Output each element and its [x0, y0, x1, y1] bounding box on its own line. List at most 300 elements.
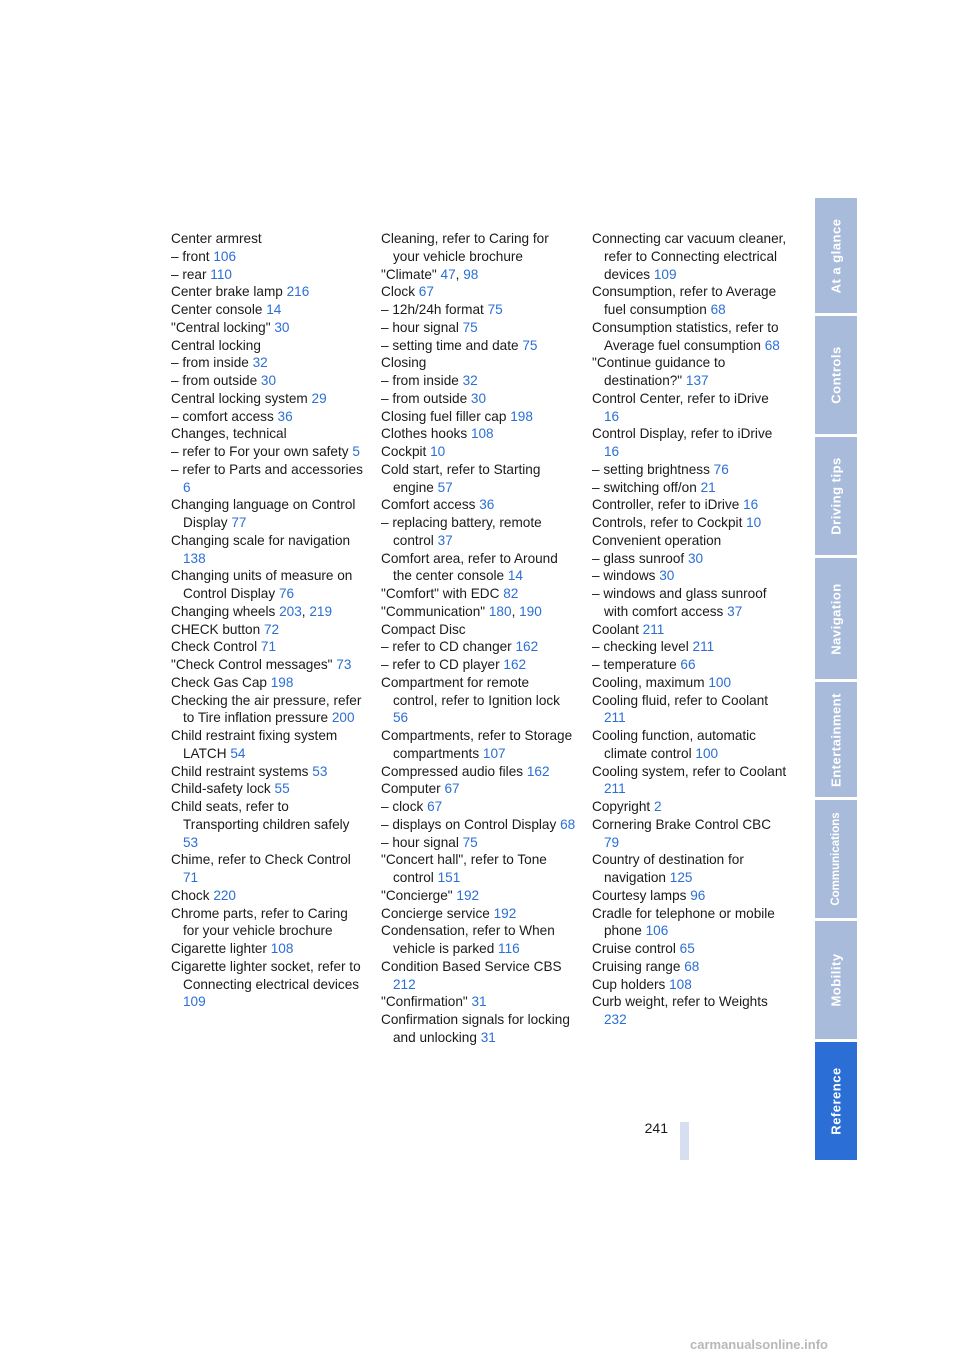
- index-entry: [171, 496, 366, 532]
- page-link[interactable]: 180: [488, 603, 512, 619]
- entry-text: – switching off/on: [592, 479, 697, 495]
- page-link[interactable]: 216: [286, 284, 310, 300]
- tab-communications[interactable]: [815, 800, 857, 918]
- index-entry: [381, 443, 576, 461]
- index-entry: [381, 496, 576, 514]
- index-entry: [592, 567, 787, 585]
- index-entry: [592, 319, 787, 355]
- entry-text: – from outside: [171, 373, 258, 388]
- index-entry: Changing wheels 203, 219: [171, 603, 333, 619]
- index-entry: [592, 940, 787, 958]
- entry-text: – front: [171, 248, 210, 264]
- index-entry: [171, 674, 366, 692]
- page-link[interactable]: 30: [687, 550, 704, 566]
- page-link[interactable]: 211: [642, 621, 665, 637]
- index-entry: [381, 461, 576, 497]
- index-entry: [171, 372, 366, 390]
- index-entry: [592, 230, 787, 283]
- page-link[interactable]: 10: [746, 515, 762, 530]
- index-entry: [592, 816, 787, 852]
- entry-text: – windows and glass sunroof with comfort access: [592, 586, 767, 619]
- entry-text: Concierge service: [381, 905, 490, 921]
- tab-at-a-glance[interactable]: [815, 198, 857, 313]
- entry-text: Center armrest: [171, 231, 262, 246]
- section-tabs: [815, 198, 857, 1160]
- page-link[interactable]: 200: [331, 710, 355, 726]
- page-link[interactable]: 30: [659, 568, 675, 584]
- page-link[interactable]: 109: [183, 994, 206, 1010]
- entry-text: – refer to Parts and accessories: [171, 461, 363, 477]
- page-link[interactable]: 16: [743, 497, 759, 513]
- page-link[interactable]: 212: [393, 976, 416, 992]
- index-entry: [381, 230, 576, 266]
- page-link[interactable]: 211: [604, 710, 626, 726]
- index-entry: [171, 763, 366, 781]
- page-link[interactable]: 138: [183, 550, 206, 566]
- tab-label: At a glance: [828, 218, 844, 293]
- entry-text: Control Display, refer to iDrive: [592, 426, 773, 442]
- index-entry: [592, 958, 787, 976]
- index-entry: [592, 461, 787, 479]
- entry-text: Closing fuel filler cap: [381, 408, 507, 424]
- entry-text: Cruising range: [592, 958, 681, 974]
- entry-text: "Central locking": [171, 319, 271, 335]
- index-entry: [171, 940, 366, 958]
- index-entry: [381, 408, 576, 426]
- tab-label: Controls: [828, 346, 844, 404]
- index-entry: [171, 248, 366, 266]
- page-link[interactable]: 98: [463, 266, 479, 282]
- entry-text: Cockpit: [381, 444, 427, 459]
- page-link[interactable]: 108: [270, 941, 294, 956]
- tab-label: Mobility: [828, 953, 844, 1007]
- entry-text: Confirmation signals for locking and unlocking: [381, 1012, 570, 1045]
- page-link[interactable]: 53: [183, 834, 199, 850]
- page-link[interactable]: 100: [708, 674, 732, 690]
- entry-text: – hour signal: [381, 319, 459, 335]
- page-link[interactable]: 232: [604, 1012, 627, 1027]
- index-entry: [171, 354, 366, 372]
- page-link[interactable]: 14: [266, 302, 282, 317]
- page-link[interactable]: 54: [230, 745, 246, 761]
- index-entry: [381, 425, 576, 443]
- index-entry: [171, 390, 366, 408]
- index-column-3: [592, 230, 787, 1029]
- page-link[interactable]: 67: [427, 799, 443, 814]
- page-link[interactable]: 55: [274, 781, 290, 797]
- index-entry: [592, 798, 787, 816]
- page-link[interactable]: 31: [471, 994, 487, 1010]
- index-entry: [171, 461, 366, 497]
- index-entry: [592, 692, 787, 728]
- entry-text: Compact Disc: [381, 621, 466, 637]
- entry-text: Cup holders: [592, 976, 666, 992]
- index-entry: [381, 638, 576, 656]
- index-entry: [592, 638, 787, 656]
- tab-label: Entertainment: [828, 692, 844, 787]
- index-entry: [381, 585, 576, 603]
- page-link[interactable]: 73: [336, 657, 352, 672]
- index-entry: [381, 816, 576, 834]
- index-entry: [592, 496, 787, 514]
- entry-text: "Check Control messages": [171, 657, 333, 672]
- index-entry: [171, 851, 366, 887]
- tab-entertainment[interactable]: [815, 682, 857, 797]
- index-entry: [381, 798, 576, 816]
- entry-text: Clothes hooks: [381, 426, 468, 442]
- index-entry: [592, 532, 787, 550]
- index-entry: [171, 337, 366, 355]
- index-entry: [171, 301, 366, 319]
- page-link[interactable]: 71: [260, 639, 277, 655]
- page-link[interactable]: 75: [522, 337, 538, 353]
- page-link[interactable]: 37: [727, 603, 743, 619]
- entry-text: "Confirmation": [381, 994, 468, 1010]
- entry-text: – hour signal: [381, 834, 459, 850]
- index-entry: [171, 532, 366, 568]
- page-link[interactable]: 108: [669, 976, 692, 992]
- page-link[interactable]: 36: [277, 408, 293, 424]
- tab-reference[interactable]: [815, 1042, 857, 1160]
- page-link[interactable]: 110: [210, 266, 232, 282]
- entry-text: Courtesy lamps: [592, 887, 687, 903]
- page-link[interactable]: 30: [274, 319, 290, 335]
- entry-text: – windows: [592, 568, 656, 584]
- index-entry: [381, 887, 576, 905]
- entry-text: Check Control: [171, 639, 258, 655]
- index-entry: [592, 887, 787, 905]
- tab-navigation[interactable]: [815, 558, 857, 679]
- entry-text: "Concierge": [381, 887, 453, 903]
- index-entry: [171, 905, 366, 941]
- entry-text: Changing language on Control Display: [171, 497, 356, 530]
- page-link[interactable]: 198: [270, 674, 294, 690]
- page-link[interactable]: 76: [278, 586, 295, 601]
- watermark: carmanualsonline.info: [690, 1337, 828, 1352]
- entry-text: – 12h/24h format: [381, 302, 484, 317]
- index-entry: [381, 674, 576, 727]
- page-link[interactable]: 65: [679, 941, 695, 956]
- entry-text: – checking level: [592, 639, 689, 655]
- page-link[interactable]: 162: [515, 639, 539, 655]
- entry-text: Center brake lamp: [171, 284, 283, 300]
- page-link[interactable]: 211: [692, 639, 715, 655]
- index-entry: [592, 993, 787, 1029]
- index-entry: [381, 301, 576, 319]
- index-entry: [171, 656, 366, 674]
- entry-text: – rear: [171, 266, 207, 282]
- page-link[interactable]: 71: [183, 870, 199, 885]
- page-link[interactable]: 72: [263, 621, 280, 637]
- entry-text: Check Gas Cap: [171, 674, 267, 690]
- page-link[interactable]: 66: [680, 657, 696, 672]
- page-link[interactable]: 190: [519, 603, 542, 619]
- index-entry: [592, 425, 787, 461]
- index-entry: [592, 479, 787, 497]
- entry-text: Cleaning, refer to Caring for your vehicle brochure: [381, 231, 549, 264]
- index-entry: [592, 674, 787, 692]
- index-entry: [381, 656, 576, 674]
- entry-text: Coolant: [592, 621, 639, 637]
- index-entry: [171, 692, 366, 728]
- page-link[interactable]: 192: [456, 887, 480, 903]
- index-entry: [381, 319, 576, 337]
- index-entry: [592, 905, 787, 941]
- index-entry: [381, 550, 576, 586]
- entry-text: Chime, refer to Check Control: [171, 852, 351, 868]
- entry-text: Compartment for remote control, refer to Ignition lock: [381, 674, 560, 708]
- page-number: 241: [644, 1120, 668, 1136]
- index-entry: [171, 958, 366, 1011]
- entry-text: Compressed audio files: [381, 763, 524, 779]
- page-link[interactable]: 137: [685, 373, 709, 388]
- page-link[interactable]: 32: [252, 355, 268, 371]
- page-link[interactable]: 109: [653, 266, 677, 282]
- entry-text: Curb weight, refer to Weights: [592, 994, 768, 1010]
- entry-text: – refer to CD changer: [381, 639, 512, 655]
- index-entry: [171, 425, 366, 443]
- index-entry: [171, 780, 366, 798]
- index-entry: [381, 390, 576, 408]
- entry-text: Changes, technical: [171, 426, 287, 442]
- index-entry: [381, 354, 576, 372]
- page-link[interactable]: 56: [393, 710, 409, 726]
- index-entry: [381, 372, 576, 390]
- tab-driving-tips[interactable]: [815, 437, 857, 555]
- entry-text: Comfort access: [381, 497, 476, 513]
- page-link[interactable]: 16: [604, 444, 620, 459]
- index-entry: [381, 283, 576, 301]
- entry-text: Computer: [381, 781, 441, 797]
- entry-text: "Concert hall", refer to Tone control: [381, 852, 547, 885]
- tab-label: Driving tips: [828, 457, 844, 535]
- index-entry: [381, 763, 576, 781]
- page-link[interactable]: 10: [430, 444, 446, 459]
- entry-text: Condition Based Service CBS: [381, 958, 562, 974]
- page-link[interactable]: 211: [604, 781, 626, 797]
- page-link[interactable]: 14: [507, 568, 523, 584]
- page-link[interactable]: 151: [437, 870, 461, 885]
- index-entry: [171, 408, 366, 426]
- page-link[interactable]: 47: [440, 266, 456, 282]
- page-link[interactable]: 5: [352, 444, 360, 459]
- entry-text: Chrome parts, refer to Caring for your vehicle brochure: [171, 905, 348, 939]
- entry-text: CHECK button: [171, 621, 261, 637]
- entry-text: Child-safety lock: [171, 781, 271, 797]
- page-link[interactable]: 76: [713, 461, 729, 477]
- entry-text: Country of destination for navigation: [592, 852, 744, 885]
- page-link[interactable]: 68: [710, 302, 726, 317]
- index-entry: [171, 887, 366, 905]
- entry-text: Child restraint fixing system LATCH: [171, 728, 338, 761]
- page-link[interactable]: 96: [690, 887, 706, 903]
- entry-text: Changing wheels: [171, 603, 276, 619]
- page-link[interactable]: 6: [183, 479, 191, 495]
- index-column-2: [381, 230, 576, 1047]
- page-link[interactable]: 198: [510, 408, 533, 424]
- page-link[interactable]: 77: [231, 515, 247, 530]
- page-link[interactable]: 21: [700, 479, 716, 495]
- entry-text: Child seats, refer to Transporting children safely: [171, 799, 350, 832]
- page-link[interactable]: 220: [213, 887, 236, 903]
- entry-text: – setting time and date: [381, 337, 519, 353]
- page-link[interactable]: 37: [437, 532, 453, 548]
- page-link[interactable]: 36: [479, 497, 495, 513]
- entry-text: "Communication": [381, 603, 486, 619]
- entry-text: Clock: [381, 284, 415, 300]
- entry-text: Cruise control: [592, 941, 676, 956]
- page-link[interactable]: 2: [653, 799, 662, 814]
- index-entry: "Communication" 180, 190: [381, 603, 542, 619]
- entry-text: Copyright: [592, 799, 651, 814]
- entry-text: Controller, refer to iDrive: [592, 497, 740, 513]
- index-entry: [171, 567, 366, 603]
- page-link[interactable]: 75: [462, 319, 478, 335]
- index-entry: [171, 621, 366, 639]
- index-entry: [171, 283, 366, 301]
- index-entry: [381, 780, 576, 798]
- page-link[interactable]: 75: [487, 302, 503, 317]
- page-link[interactable]: 68: [764, 337, 780, 353]
- tab-controls[interactable]: [815, 316, 857, 434]
- entry-text: – temperature: [592, 657, 677, 672]
- page-link[interactable]: 106: [645, 923, 669, 939]
- index-entry: [592, 514, 787, 532]
- entry-text: Control Center, refer to iDrive: [592, 390, 769, 406]
- page-link[interactable]: 30: [260, 373, 277, 388]
- page-link[interactable]: 116: [498, 941, 520, 956]
- index-entry: [381, 1011, 576, 1047]
- page-link[interactable]: 162: [526, 763, 550, 779]
- page-link[interactable]: 68: [560, 816, 576, 832]
- index-entry: [171, 727, 366, 763]
- index-entry: [592, 656, 787, 674]
- entry-text: Cooling function, automatic climate control: [592, 728, 756, 761]
- entry-text: Cornering Brake Control CBC: [592, 816, 772, 832]
- index-entry: [592, 283, 787, 319]
- entry-text: Central locking: [171, 337, 261, 353]
- page-link[interactable]: 57: [437, 479, 453, 495]
- page-link[interactable]: 29: [311, 390, 327, 406]
- tab-label: Communications: [830, 812, 842, 906]
- index-entry: [381, 851, 576, 887]
- page-link[interactable]: 108: [470, 426, 494, 442]
- page-link[interactable]: 203: [279, 603, 302, 619]
- entry-text: Chock: [171, 887, 210, 903]
- index-entry: [171, 319, 366, 337]
- index-entry: [381, 621, 576, 639]
- index-entry: [592, 976, 787, 994]
- index-entry: [381, 337, 576, 355]
- entry-text: – refer to CD player: [381, 657, 500, 672]
- entry-text: Cooling system, refer to Coolant: [592, 763, 787, 779]
- page-link[interactable]: 31: [480, 1029, 496, 1045]
- index-entry: [592, 390, 787, 426]
- index-entry: [171, 266, 366, 284]
- index-entry: [592, 621, 787, 639]
- entry-text: – clock: [381, 799, 424, 814]
- index-entry: [592, 763, 787, 799]
- entry-text: "Climate": [381, 266, 437, 282]
- entry-text: "Comfort" with EDC: [381, 586, 500, 601]
- page-link[interactable]: 106: [213, 248, 237, 264]
- entry-text: Convenient operation: [592, 532, 722, 548]
- index-entry: [592, 550, 787, 568]
- entry-text: Cooling fluid, refer to Coolant: [592, 692, 769, 708]
- entry-text: – from outside: [381, 390, 468, 406]
- page-link[interactable]: 75: [462, 834, 478, 850]
- index-column-1: [171, 230, 366, 1011]
- entry-text: – glass sunroof: [592, 550, 685, 566]
- index-entry: [171, 798, 366, 851]
- index-entry: [592, 354, 787, 390]
- tab-mobility[interactable]: [815, 921, 857, 1039]
- page-link[interactable]: 67: [444, 781, 460, 797]
- entry-text: Compartments, refer to Storage compartments: [381, 728, 573, 761]
- index-entry: [381, 922, 576, 958]
- entry-text: Closing: [381, 355, 427, 371]
- page-link[interactable]: 68: [684, 958, 700, 974]
- entry-text: Condensation, refer to When vehicle is parked: [381, 923, 555, 956]
- page-link[interactable]: 100: [695, 745, 719, 761]
- entry-text: Cold start, refer to Starting engine: [381, 461, 541, 495]
- page-link[interactable]: 82: [503, 586, 519, 601]
- page-link[interactable]: 32: [462, 373, 478, 388]
- page-link[interactable]: 53: [312, 763, 328, 779]
- page-link[interactable]: 107: [482, 745, 506, 761]
- page-link[interactable]: 16: [604, 408, 620, 424]
- entry-text: Consumption statistics, refer to Average fuel consumption: [592, 319, 779, 353]
- index-entry: [592, 585, 787, 621]
- page-link[interactable]: 192: [493, 905, 517, 921]
- entry-text: "Continue guidance to destination?": [592, 355, 726, 388]
- index-entry: [592, 851, 787, 887]
- index-entry: [171, 230, 366, 248]
- page-link[interactable]: 219: [309, 603, 333, 619]
- page-link[interactable]: 79: [604, 834, 620, 850]
- entry-text: – replacing battery, remote control: [381, 515, 542, 548]
- page-link[interactable]: 162: [503, 657, 527, 672]
- entry-text: – refer to For your own safety: [171, 444, 349, 459]
- entry-text: Controls, refer to Cockpit: [592, 515, 743, 530]
- entry-text: – from inside: [171, 355, 249, 371]
- entry-text: Cigarette lighter: [171, 941, 267, 956]
- index-entry: [171, 638, 366, 656]
- entry-text: – setting brightness: [592, 461, 710, 477]
- index-entry: [381, 834, 576, 852]
- entry-text: Child restraint systems: [171, 763, 309, 779]
- entry-text: Cradle for telephone or mobile phone: [592, 905, 775, 939]
- page-number-bar: [680, 1122, 689, 1160]
- entry-text: Checking the air pressure, refer to Tire inflation pressure: [171, 692, 362, 726]
- index-entry: [381, 727, 576, 763]
- entry-text: – comfort access: [171, 408, 274, 424]
- index-entry: "Climate" 47, 98: [381, 266, 479, 282]
- entry-text: Comfort area, refer to Around the center console: [381, 550, 558, 584]
- entry-text: Cigarette lighter socket, refer to Connecting electrical devices: [171, 958, 361, 992]
- entry-text: Cooling, maximum: [592, 674, 705, 690]
- page-link[interactable]: 125: [669, 870, 693, 885]
- page-link[interactable]: 67: [418, 284, 434, 300]
- index-entry: [381, 993, 576, 1011]
- index-entry: [592, 727, 787, 763]
- page-link[interactable]: 30: [470, 390, 487, 406]
- entry-text: – displays on Control Display: [381, 816, 557, 832]
- index-entry: [381, 905, 576, 923]
- entry-text: Consumption, refer to Average fuel consumption: [592, 284, 777, 317]
- entry-text: Connecting car vacuum cleaner, refer to Connecting electrical devices: [592, 231, 787, 282]
- index-entry: [171, 443, 366, 461]
